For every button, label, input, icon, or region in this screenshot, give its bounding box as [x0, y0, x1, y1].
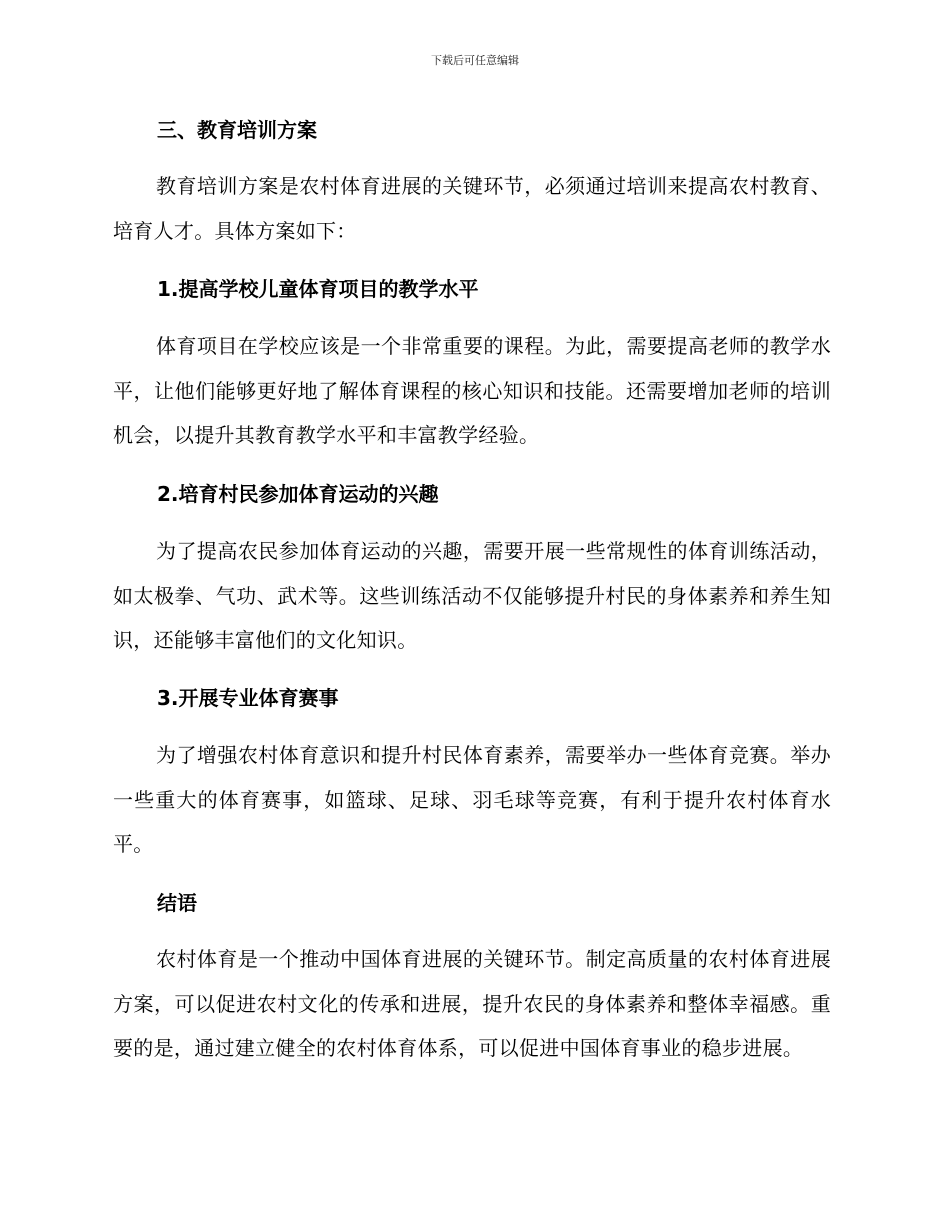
section-paragraph-villager-interest: 为了提高农民参加体育运动的兴趣，需要开展一些常规性的体育训练活动，如太极拳、气功、武术等。这些训练活动不仅能够提升村民的身体素养和养生知识，还能够丰富他们的文化知识。 [113, 539, 831, 652]
page-header-note: 下载后可任意编辑 [431, 54, 519, 67]
section-paragraph-school-teaching: 体育项目在学校应该是一个非常重要的课程。为此，需要提高老师的教学水平，让他们能够更好地了解体育课程的核心知识和技能。还需要增加老师的培训机会，以提升其教育教学水平和丰富教学经验。 [113, 334, 831, 447]
section-paragraph-education-plan: 教育培训方案是农村体育进展的关键环节，必须通过培训来提高农村教育、培育人才。具体方案如下： [113, 174, 831, 243]
section-heading-sports-events: 3.开展专业体育赛事 [157, 686, 339, 710]
section-paragraph-sports-events: 为了增强农村体育意识和提升村民体育素养，需要举办一些体育竞赛。举办一些重大的体育赛事，如篮球、足球、羽毛球等竞赛，有利于提升农村体育水平。 [113, 743, 831, 856]
section-heading-school-teaching: 1.提高学校儿童体育项目的教学水平 [157, 277, 479, 301]
section-heading-conclusion: 结语 [157, 891, 197, 915]
section-heading-education-plan: 三、教育培训方案 [157, 118, 317, 142]
section-heading-villager-interest: 2.培育村民参加体育运动的兴趣 [157, 482, 439, 506]
section-paragraph-conclusion: 农村体育是一个推动中国体育进展的关键环节。制定高质量的农村体育进展方案，可以促进农村文化的传承和进展，提升农民的身体素养和整体幸福感。重要的是，通过建立健全的农村体育体系，可以促进中国体育事业的稳步进展。 [113, 947, 831, 1060]
